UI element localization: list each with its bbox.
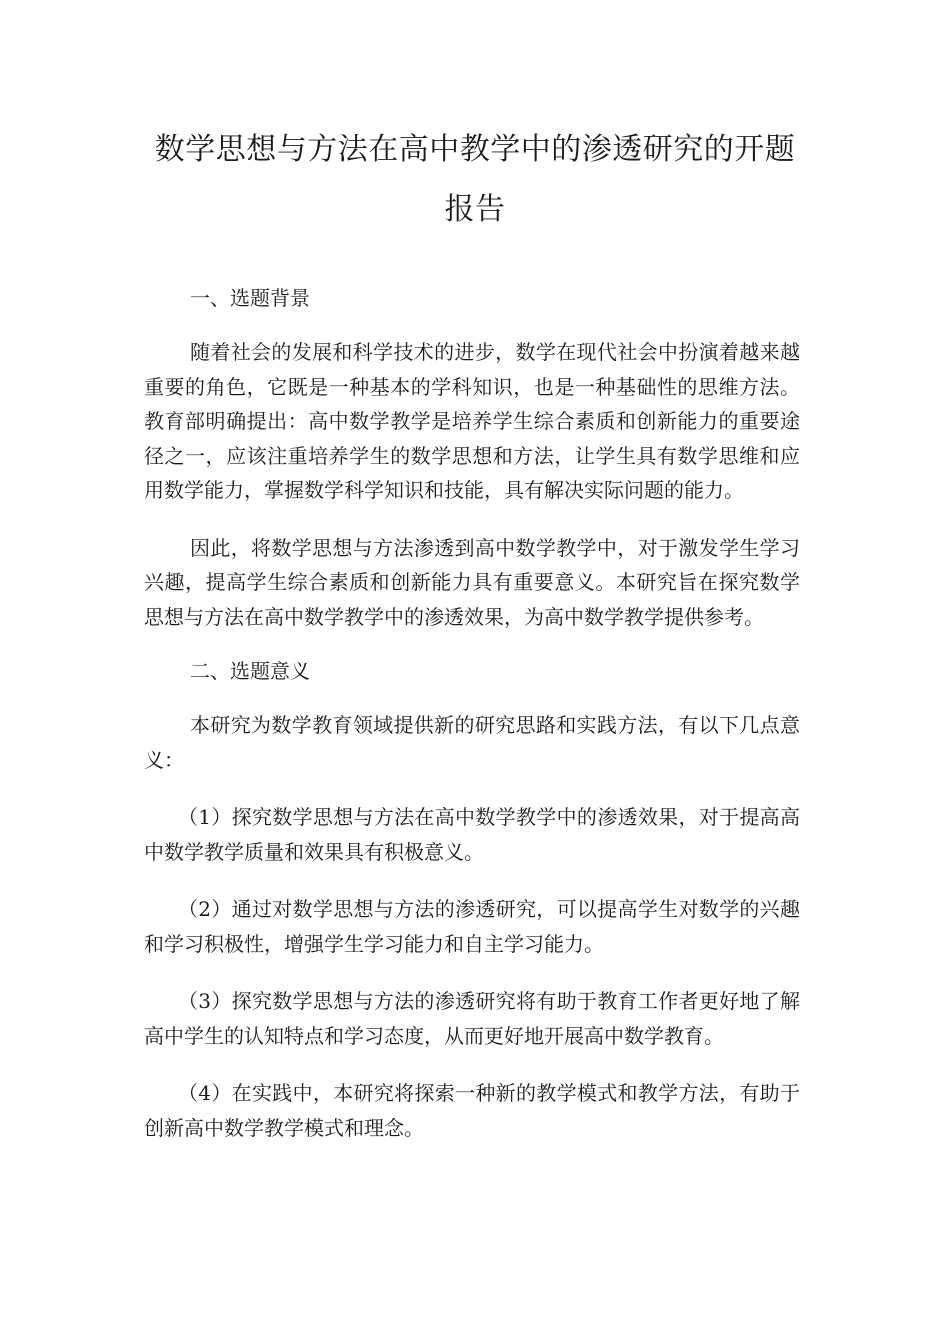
- significance-item-2: （2）通过对数学思想与方法的渗透研究，可以提高学生对数学的兴趣和学习积极性，增强学生学习能力和自主学习能力。: [144, 897, 800, 956]
- section-heading-background: 一、选题背景: [190, 286, 310, 310]
- background-paragraph-2: 因此，将数学思想与方法渗透到高中数学教学中，对于激发学生学习兴趣，提高学生综合素质和创新能力具有重要意义。本研究旨在探究数学思想与方法在高中数学教学中的渗透效果，为高中数学教学提供参考。: [144, 535, 800, 629]
- section-heading-significance: 二、选题意义: [190, 659, 310, 683]
- significance-item-4: （4）在实践中，本研究将探索一种新的教学模式和教学方法，有助于创新高中数学教学模式和理念。: [144, 1081, 800, 1140]
- document-body: [144, 284, 800, 1168]
- significance-item-1: （1）探究数学思想与方法在高中数学教学中的渗透效果，对于提高高中数学教学质量和效果具有积极意义。: [144, 805, 800, 864]
- document-title: 数学思想与方法在高中教学中的渗透研究的开题报告: [154, 132, 796, 227]
- background-paragraph-1: 随着社会的发展和科学技术的进步，数学在现代社会中扮演着越来越重要的角色，它既是一种基本的学科知识，也是一种基础性的思维方法。教育部明确提出：高中数学教学是培养学生综合素质和创新能力的重要途径之一，应该注重培养学生的数学思想和方法，让学生具有数学思维和应用数学能力，掌握数学科学知识和技能，具有解决实际问题的能力。: [144, 340, 800, 502]
- significance-intro: 本研究为数学教育领域提供新的研究思路和实践方法，有以下几点意义：: [144, 713, 800, 772]
- significance-item-3: （3）探究数学思想与方法的渗透研究将有助于教育工作者更好地了解高中学生的认知特点和学习态度，从而更好地开展高中数学教育。: [144, 989, 800, 1048]
